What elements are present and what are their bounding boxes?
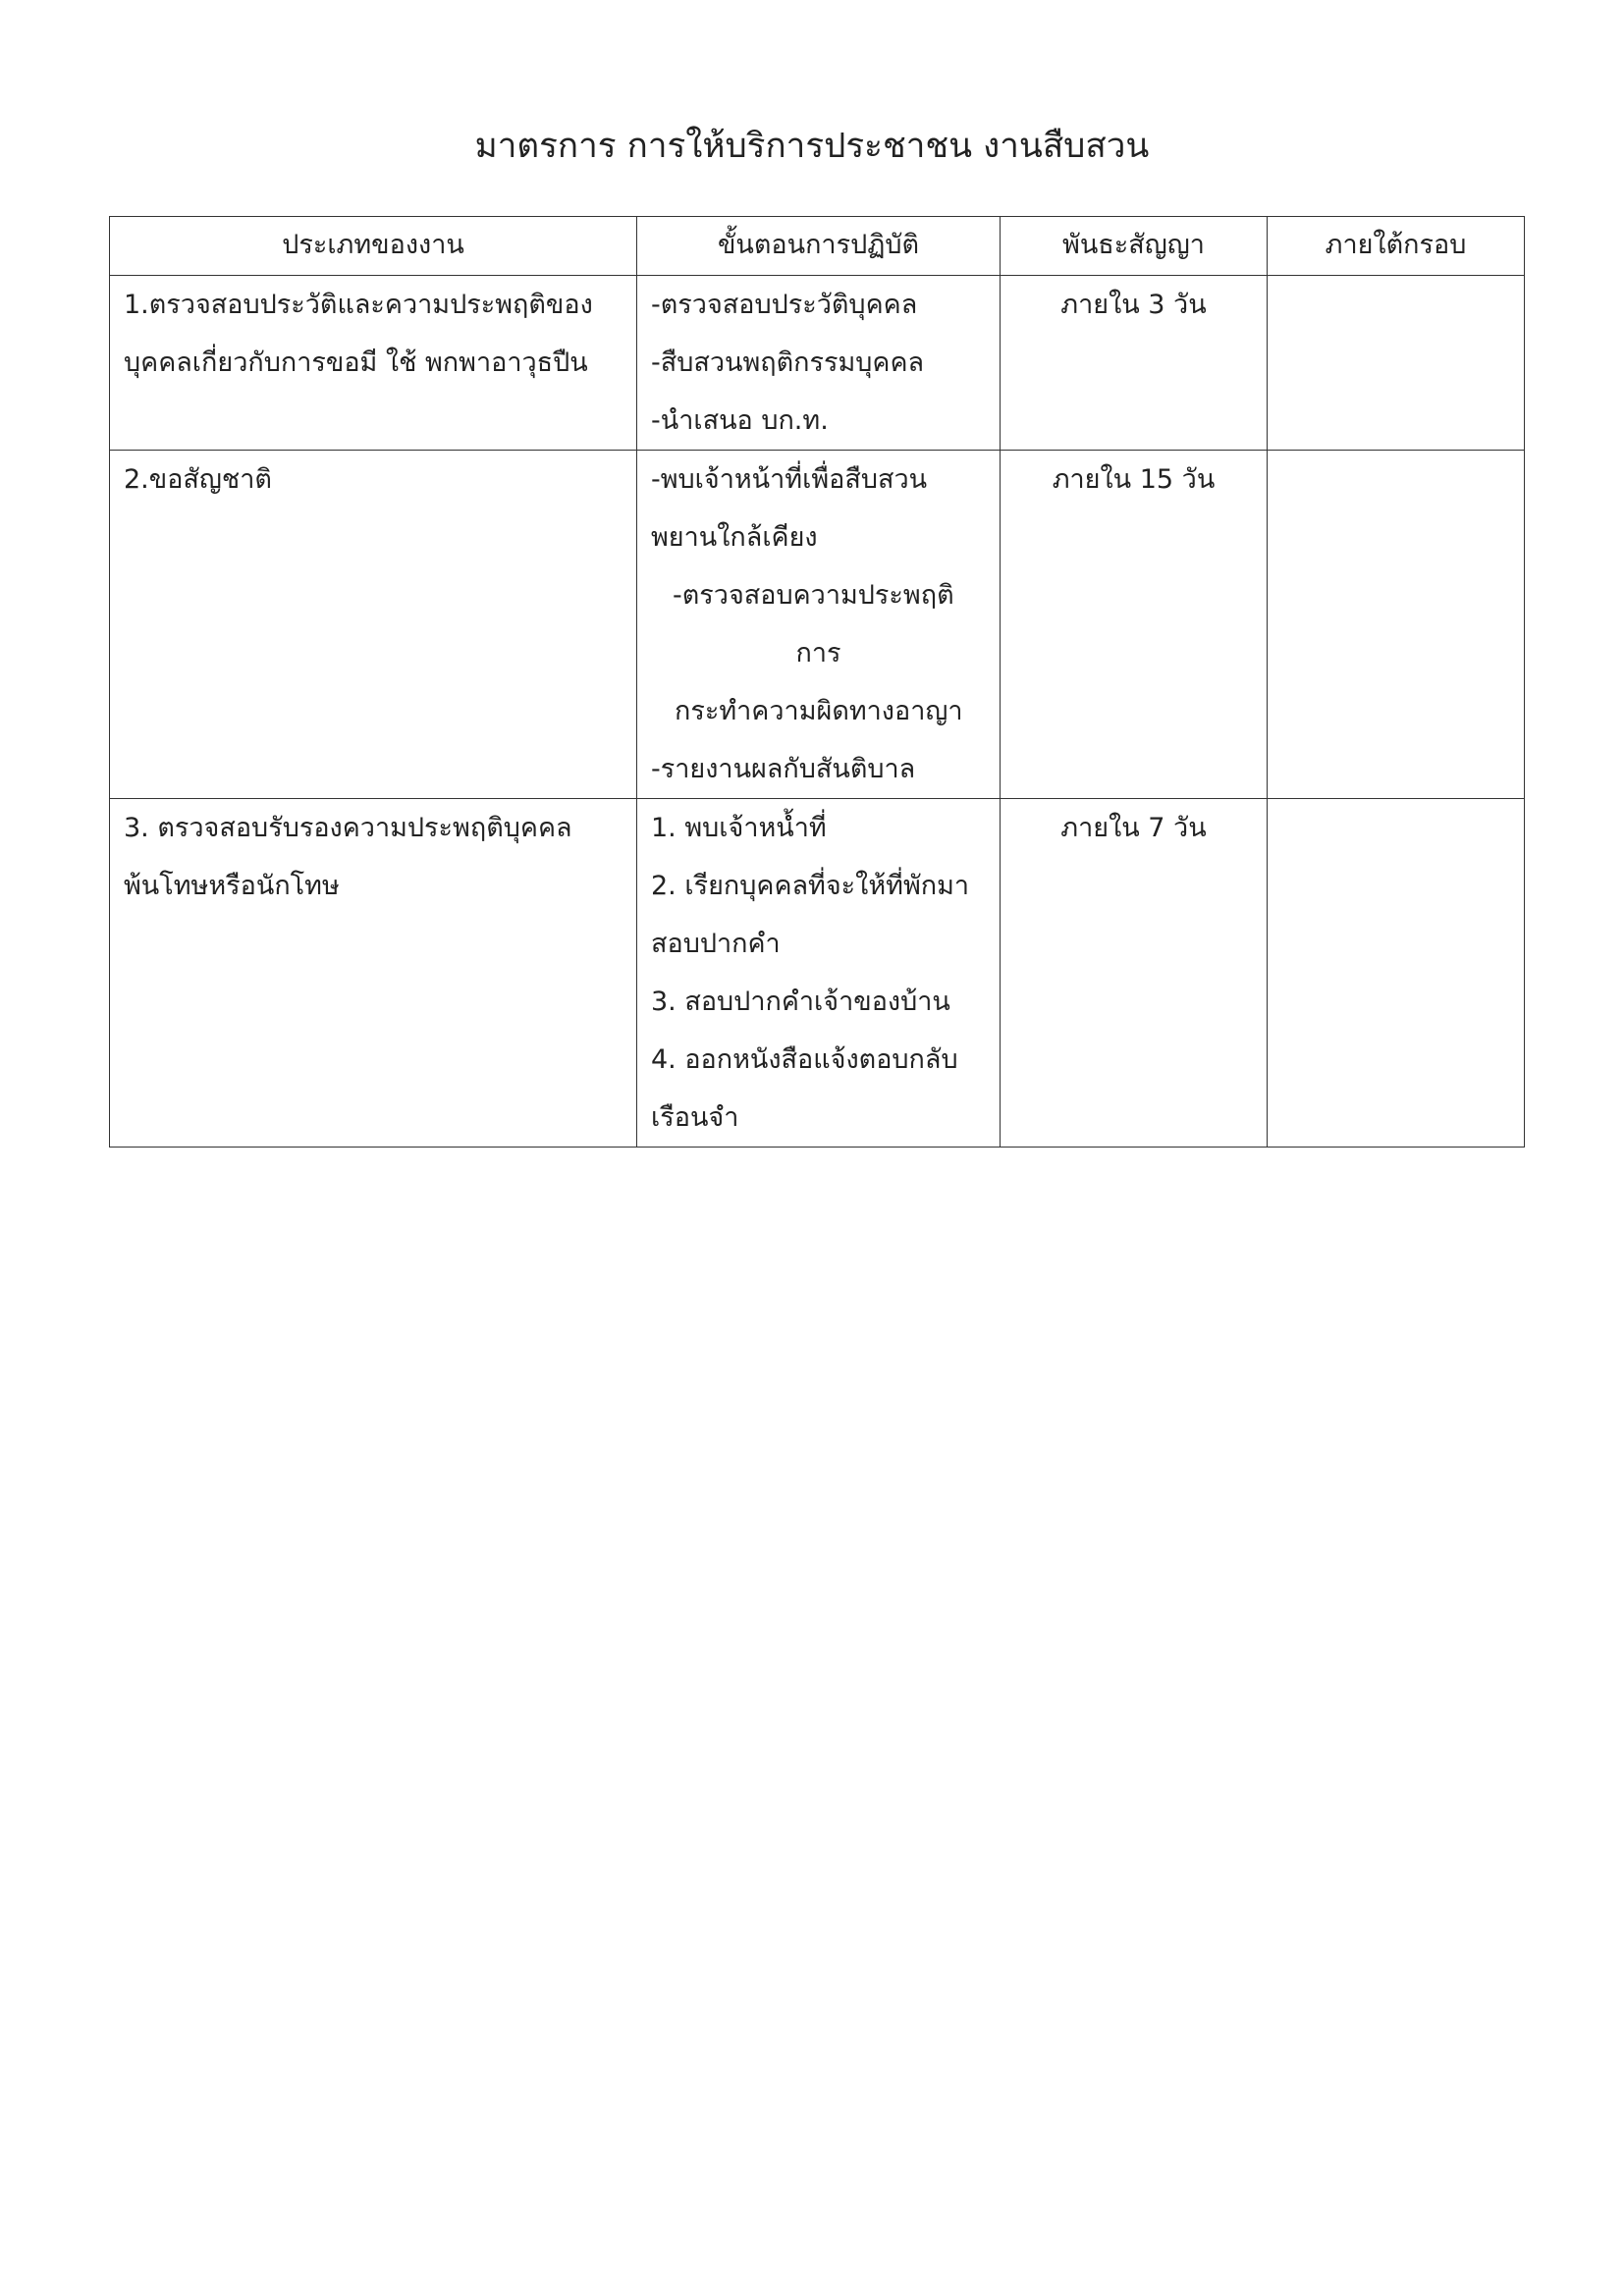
table-row bbox=[110, 799, 1525, 1148]
procedure-step: -รายงานผลกับสันติบาล bbox=[651, 754, 916, 784]
commitment-cell: ภายใน 3 วัน bbox=[1001, 276, 1268, 451]
procedure-cell bbox=[637, 451, 1001, 799]
header-procedure: ขั้นตอนการปฏิบัติ bbox=[637, 217, 1001, 276]
procedure-step: -นำเสนอ บก.ท. bbox=[651, 405, 829, 436]
procedure-step: 4. ออกหนังสือแจ้งตอบกลับ bbox=[651, 1044, 958, 1075]
table-header-row bbox=[110, 217, 1525, 276]
procedure-step: เรือนจำ bbox=[651, 1102, 739, 1133]
work-type-cell bbox=[110, 799, 637, 1148]
table-row bbox=[110, 451, 1525, 799]
work-type-line: 3. ตรวจสอบรับรองความประพฤติบุคคล bbox=[124, 813, 572, 843]
header-work-type: ประเภทของงาน bbox=[110, 217, 637, 276]
work-type-line: บุคคลเกี่ยวกับการขอมี ใช้ พกพาอาวุธปืน bbox=[124, 347, 588, 378]
header-framework: ภายใต้กรอบ bbox=[1268, 217, 1525, 276]
procedure-step: 1. พบเจ้าหน้ำที่ bbox=[651, 813, 827, 843]
procedure-step: -ตรวจสอบความประพฤติ bbox=[673, 580, 954, 611]
procedure-step: -พบเจ้าหน้าที่เพื่อสืบสวน bbox=[651, 464, 928, 495]
procedure-step: -สืบสวนพฤติกรรมบุคคล bbox=[651, 347, 925, 378]
procedure-step: การ bbox=[795, 638, 841, 668]
procedure-cell bbox=[637, 276, 1001, 451]
procedure-cell bbox=[637, 799, 1001, 1148]
table-row bbox=[110, 276, 1525, 451]
framework-cell bbox=[1268, 799, 1525, 1148]
procedure-step: พยานใกล้เคียง bbox=[651, 522, 818, 553]
procedure-step: 2. เรียกบุคคลที่จะให้ที่พักมา bbox=[651, 871, 970, 901]
work-type-cell bbox=[110, 451, 637, 799]
page-title: มาตรการ การให้บริการประชาชน งานสืบสวน bbox=[474, 127, 1150, 166]
procedure-step: -ตรวจสอบประวัติบุคคล bbox=[651, 290, 918, 320]
header-commitment: พันธะสัญญา bbox=[1001, 217, 1268, 276]
work-type-line: 2.ขอสัญชาติ bbox=[124, 464, 272, 495]
commitment-cell: ภายใน 7 วัน bbox=[1001, 799, 1268, 1148]
work-type-line: 1.ตรวจสอบประวัติและความประพฤติของ bbox=[124, 290, 593, 320]
framework-cell bbox=[1268, 451, 1525, 799]
framework-cell bbox=[1268, 276, 1525, 451]
procedure-step: 3. สอบปากคำเจ้าของบ้าน bbox=[651, 987, 950, 1017]
work-type-cell bbox=[110, 276, 637, 451]
procedure-step: กระทำความผิดทางอาญา bbox=[675, 696, 963, 726]
procedure-step: สอบปากคำ bbox=[651, 929, 781, 959]
service-measures-table bbox=[109, 216, 1525, 1148]
commitment-cell: ภายใน 15 วัน bbox=[1001, 451, 1268, 799]
work-type-line: พ้นโทษหรือนักโทษ bbox=[124, 871, 340, 901]
